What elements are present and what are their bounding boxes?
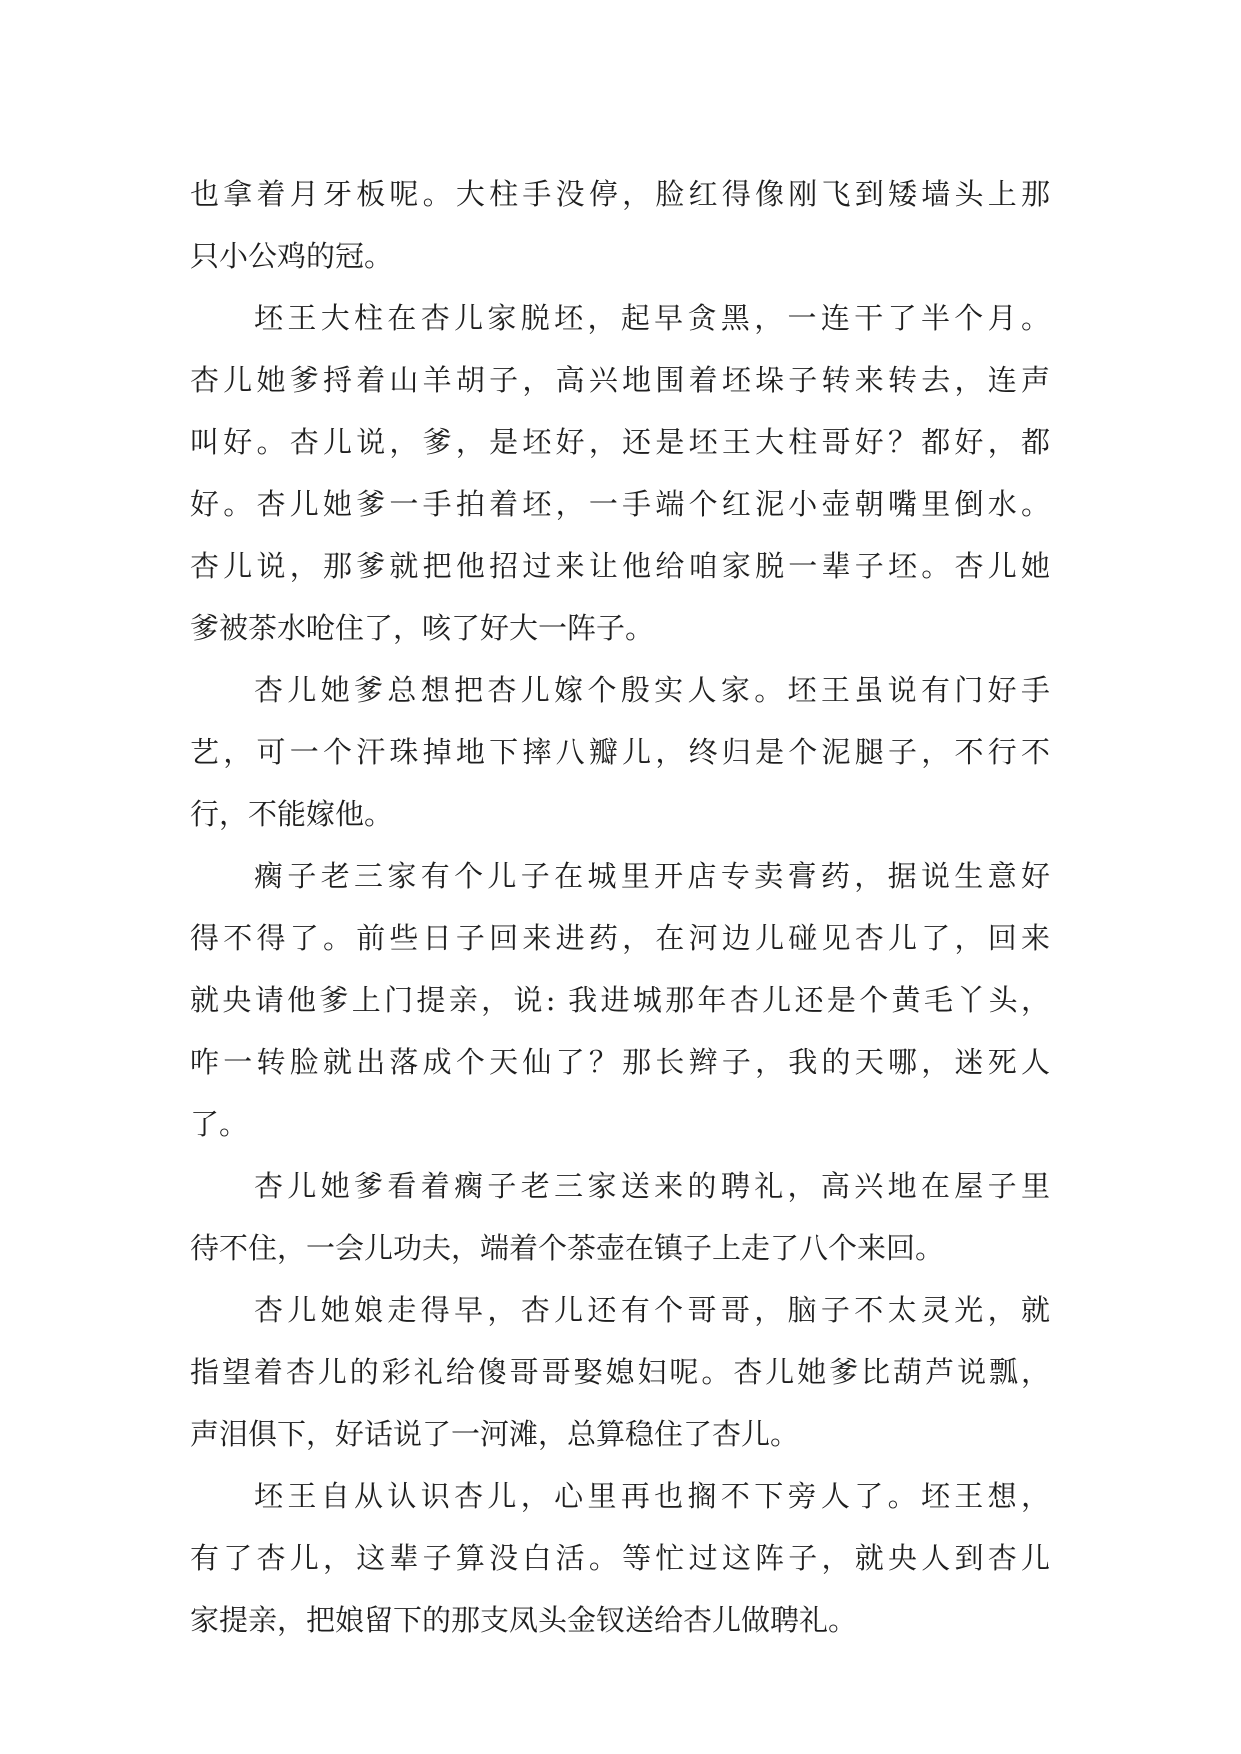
text-line: 得不得了。前些日子回来进药，在河边儿碰见杏儿了，回来 xyxy=(190,921,1050,955)
paragraph-first-line: 瘸子老三家有个儿子在城里开店专卖膏药，据说生意好 xyxy=(254,859,1050,893)
text-line: 家提亲，把娘留下的那支凤头金钗送给杏儿做聘礼。 xyxy=(190,1603,858,1637)
paragraph-first-line: 杏儿她娘走得早，杏儿还有个哥哥，脑子不太灵光，就 xyxy=(254,1293,1050,1327)
text-line: 好。杏儿她爹一手拍着坯，一手端个红泥小壶朝嘴里倒水。 xyxy=(190,487,1050,521)
text-line: 也拿着月牙板呢。大柱手没停，脸红得像刚飞到矮墙头上那 xyxy=(190,177,1050,211)
text-line: 艺，可一个汗珠掉地下摔八瓣儿，终归是个泥腿子，不行不 xyxy=(190,735,1050,769)
paragraph-first-line: 杏儿她爹看着瘸子老三家送来的聘礼，高兴地在屋子里 xyxy=(254,1169,1050,1203)
text-line: 待不住，一会儿功夫，端着个茶壶在镇子上走了八个来回。 xyxy=(190,1231,945,1265)
paragraph-first-line: 坯王自从认识杏儿，心里再也搁不下旁人了。坯王想， xyxy=(254,1479,1050,1513)
text-line: 声泪俱下，好话说了一河滩，总算稳住了杏儿。 xyxy=(190,1417,800,1451)
text-line: 咋一转脸就出落成个天仙了？那长辫子，我的天哪，迷死人 xyxy=(190,1045,1050,1079)
paragraph-first-line: 杏儿她爹总想把杏儿嫁个殷实人家。坯王虽说有门好手 xyxy=(254,673,1050,707)
body-text xyxy=(190,163,1050,1651)
text-line: 叫好。杏儿说，爹，是坯好，还是坯王大柱哥好？都好，都 xyxy=(190,425,1050,459)
text-line: 只小公鸡的冠。 xyxy=(190,239,394,273)
text-line: 有了杏儿，这辈子算没白活。等忙过这阵子，就央人到杏儿 xyxy=(190,1541,1050,1575)
text-line: 就央请他爹上门提亲，说: 我进城那年杏儿还是个黄毛丫头， xyxy=(190,983,1050,1017)
text-line: 杏儿她爹捋着山羊胡子，高兴地围着坯垛子转来转去，连声 xyxy=(190,363,1050,397)
text-line: 了。 xyxy=(190,1107,249,1141)
text-line: 行，不能嫁他。 xyxy=(190,797,394,831)
text-line: 杏儿说，那爹就把他招过来让他给咱家脱一辈子坯。杏儿她 xyxy=(190,549,1050,583)
text-line: 爹被茶水呛住了，咳了好大一阵子。 xyxy=(190,611,655,645)
paragraph-first-line: 坯王大柱在杏儿家脱坯，起早贪黑，一连干了半个月。 xyxy=(254,301,1050,335)
text-line: 指望着杏儿的彩礼给傻哥哥娶媳妇呢。杏儿她爹比葫芦说瓢， xyxy=(190,1355,1050,1389)
